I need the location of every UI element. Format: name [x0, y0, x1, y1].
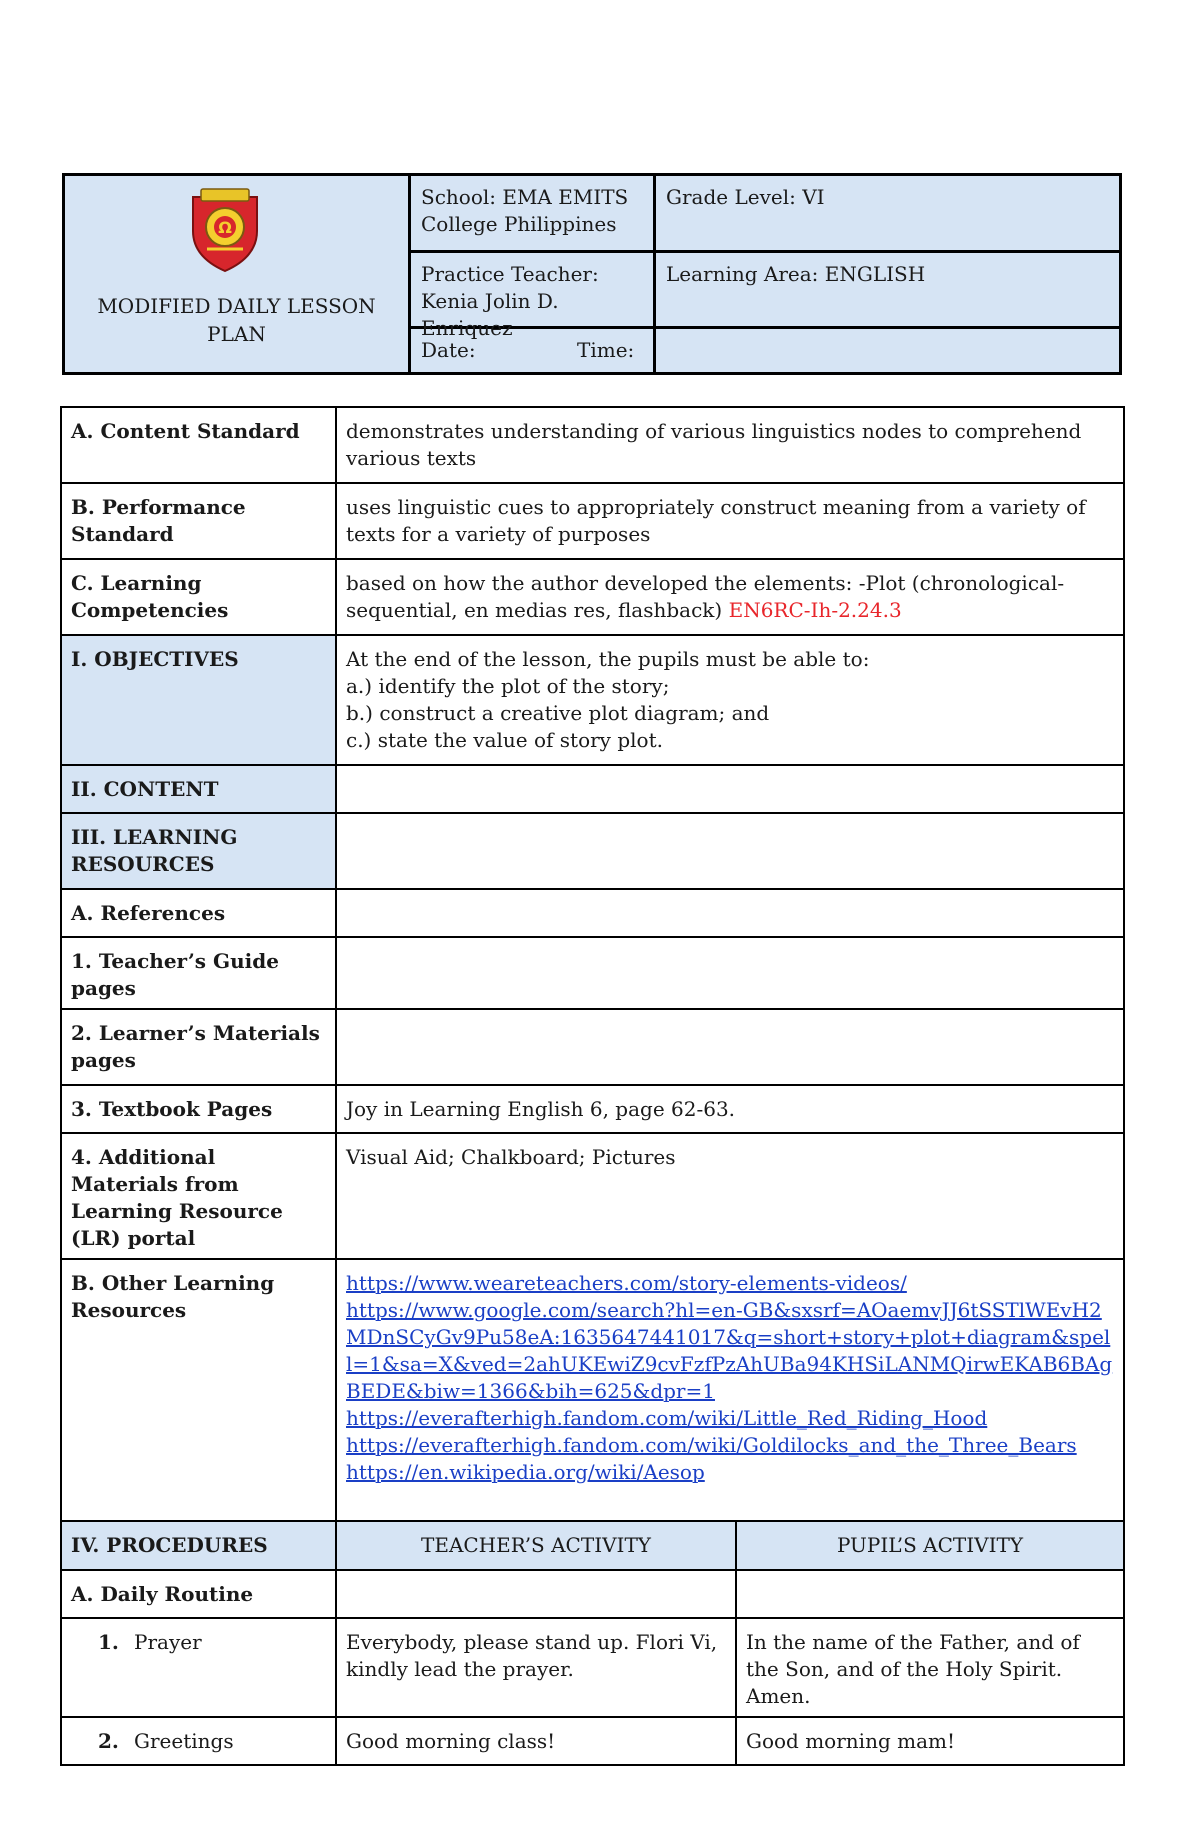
teachers-guide-value: [336, 937, 1124, 1009]
resource-link[interactable]: https://www.weareteachers.com/story-elements-videos/: [346, 1271, 907, 1295]
step-label: [61, 1618, 336, 1717]
objective-item: b.) construct a creative plot diagram; and: [346, 701, 770, 725]
content-label: II. CONTENT: [61, 765, 336, 813]
table-row: [61, 559, 1124, 635]
step-name: Prayer: [134, 1630, 202, 1654]
daily-routine-pupil: [736, 1570, 1124, 1618]
page-title: MODIFIED DAILY LESSON PLAN: [97, 294, 376, 346]
textbook-pages-value: Joy in Learning English 6, page 62-63.: [336, 1085, 1124, 1133]
resource-link[interactable]: https://everafterhigh.fandom.com/wiki/Little_Red_Riding_Hood: [346, 1406, 988, 1430]
empty-field: [656, 329, 1119, 372]
table-row: [61, 1717, 1124, 1765]
content-standard-label: A. Content Standard: [61, 407, 336, 483]
table-row: [61, 407, 1124, 483]
daily-routine-teacher: [336, 1570, 736, 1618]
step-label: [61, 1717, 336, 1765]
step-pupil-activity: In the name of the Father, and of the Son, and of the Holy Spirit. Amen.: [736, 1618, 1124, 1717]
table-row: [61, 483, 1124, 559]
objective-item: a.) identify the plot of the story;: [346, 674, 670, 698]
pupil-activity-header: PUPIL’S ACTIVITY: [736, 1521, 1124, 1570]
objectives-intro: At the end of the lesson, the pupils must be able to:: [346, 647, 870, 671]
performance-standard-value: uses linguistic cues to appropriately construct meaning from a variety of texts for a variety of purposes: [336, 483, 1124, 559]
learners-materials-value: [336, 1009, 1124, 1085]
svg-text:Ω: Ω: [218, 218, 232, 237]
teacher-activity-header: TEACHER’S ACTIVITY: [336, 1521, 736, 1570]
lesson-plan-header: [62, 173, 1122, 375]
school-seal-icon: [185, 187, 265, 273]
table-row: [61, 1521, 1124, 1570]
table-row: [61, 889, 1124, 937]
learning-area-field: Learning Area: ENGLISH: [666, 262, 926, 286]
other-resources-links: [336, 1259, 1124, 1521]
table-row: [61, 1085, 1124, 1133]
learning-resources-label: III. LEARNING RESOURCES: [61, 813, 336, 889]
grade-level-field: Grade Level: VI: [666, 185, 825, 209]
step-pupil-activity: Good morning mam!: [736, 1717, 1124, 1765]
table-row: [61, 1009, 1124, 1085]
additional-materials-label: 4. Additional Materials from Learning Resource (LR) portal: [61, 1133, 336, 1259]
step-number: 2.: [98, 1729, 119, 1753]
resource-link[interactable]: https://everafterhigh.fandom.com/wiki/Goldilocks_and_the_Three_Bears: [346, 1433, 1077, 1457]
table-row: [61, 1259, 1124, 1521]
daily-routine-label: A. Daily Routine: [61, 1570, 336, 1618]
step-teacher-activity: Good morning class!: [336, 1717, 736, 1765]
learning-competencies-value: [336, 559, 1124, 635]
step-teacher-activity: Everybody, please stand up. Flori Vi, kindly lead the prayer.: [336, 1618, 736, 1717]
procedures-label: IV. PROCEDURES: [61, 1521, 336, 1570]
learning-competencies-label: C. Learning Competencies: [61, 559, 336, 635]
performance-standard-label: B. Performance Standard: [61, 483, 336, 559]
content-value: [336, 765, 1124, 813]
learning-resources-value: [336, 813, 1124, 889]
teachers-guide-label: 1. Teacher’s Guide pages: [61, 937, 336, 1009]
other-resources-label: B. Other Learning Resources: [61, 1259, 336, 1521]
table-row: [61, 1618, 1124, 1717]
additional-materials-value: Visual Aid; Chalkboard; Pictures: [336, 1133, 1124, 1259]
objective-item: c.) state the value of story plot.: [346, 728, 663, 752]
objectives-value: [336, 635, 1124, 765]
references-label: A. References: [61, 889, 336, 937]
table-row: [61, 1133, 1124, 1259]
objectives-label: I. OBJECTIVES: [61, 635, 336, 765]
logo-title-cell: [65, 176, 411, 372]
resource-link[interactable]: https://en.wikipedia.org/wiki/Aesop: [346, 1460, 705, 1484]
time-field: Time:: [577, 338, 635, 362]
content-standard-value: demonstrates understanding of various linguistics nodes to comprehend various texts: [336, 407, 1124, 483]
date-field: Date:: [421, 338, 476, 362]
step-number: 1.: [98, 1630, 119, 1654]
table-row: [61, 1570, 1124, 1618]
step-name: Greetings: [134, 1729, 234, 1753]
textbook-pages-label: 3. Textbook Pages: [61, 1085, 336, 1133]
competency-code: EN6RC-Ih-2.24.3: [728, 598, 902, 622]
table-row: [61, 765, 1124, 813]
table-row: [61, 635, 1124, 765]
table-row: [61, 937, 1124, 1009]
table-row: [61, 813, 1124, 889]
practice-teacher-field: Practice Teacher: Kenia Jolin D. Enriquez: [421, 262, 599, 340]
competency-text: based on how the author developed the elements: -Plot (chronological-sequential, en medias res, flashback): [346, 571, 1065, 622]
school-field: School: EMA EMITS College Philippines: [421, 185, 629, 236]
learners-materials-label: 2. Learner’s Materials pages: [61, 1009, 336, 1085]
resource-link[interactable]: https://www.google.com/search?hl=en-GB&sxsrf=AOaemvJJ6tSSTlWEvH2MDnSCyGv9Pu58eA:1635647441017&q=short+story+plot+diagram&spell=1&sa=X&ved=2ahUKEwiZ9cvFzfPzAhUBa94KHSiLANMQirwEKAB6BAgBEDE&biw=1366&bih=625&dpr=1: [346, 1298, 1113, 1403]
references-value: [336, 889, 1124, 937]
lesson-plan-table: [60, 406, 1125, 1766]
